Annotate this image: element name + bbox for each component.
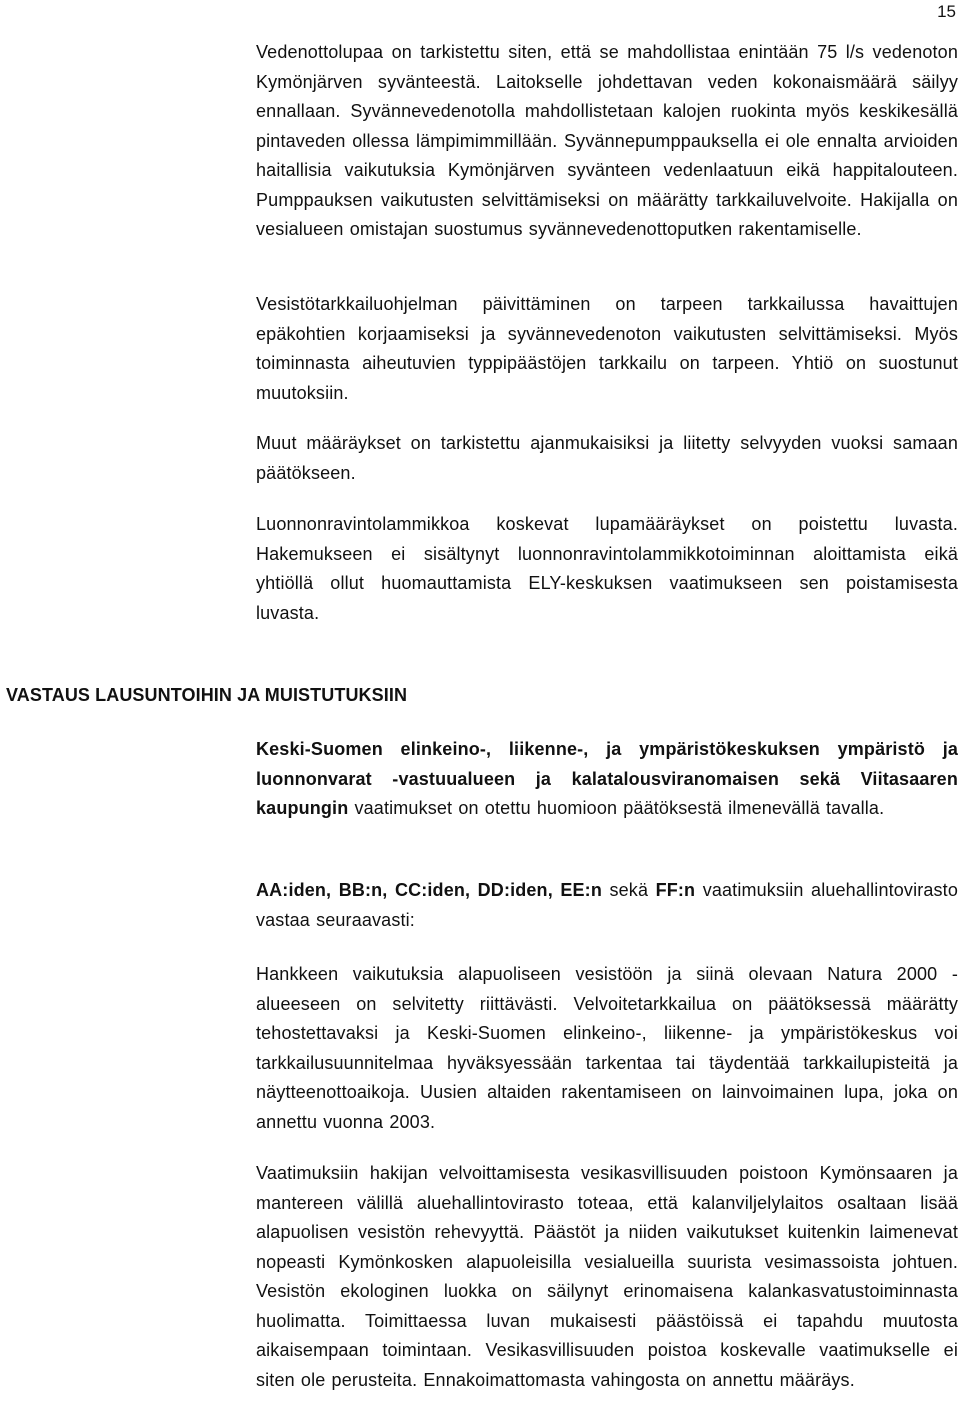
authority-response-text: vaatimukset on otettu huomioon päätöksestä ilmenevällä tavalla. xyxy=(348,798,885,818)
paragraph-water-intake: Vedenottolupaa on tarkistettu siten, että se mahdollistaa enintään 75 l/s vedenoton Kymönjärven syvänteestä. Laitokselle johdettavan veden kokonaismäärä säilyy ennallaan. Syvännevedenotolla mahdollistetaan kalojen ruokinta myös keskikesällä pintaveden ollessa lämpimimmillään. Syvännepumppauksella ei ole ennalta arvioiden haitallisia vaikutuksia Kymönjärven syvänteen vedenlaatuun eikä happitalouteen. Pumppauksen vaikutusten selvittämiseksi on määrätty tarkkailuvelvoite. Hakijalla on vesialueen omistajan suostumus syvännevedenottoputken rakentamiselle. xyxy=(256,42,958,239)
paragraph-impact-assessment: Hankkeen vaikutuksia alapuoliseen vesistöön ja siinä olevaan Natura 2000 -alueeseen on selvitetty riittävästi. Velvoitetarkkailua on päätöksessä määrätty tehostettavaksi ja Keski-Suomen elinkeino-, liikenne- ja ympäristökeskus voi tarkkailusuunnitelmaa hyväksyessään tarkentaa tai täydentää tarkkailupisteitä ja näytteenottoaikoja. Uusien altaiden rakentamiseen on lainvoimainen lupa, joka on annettu vuonna 2003. xyxy=(256,964,958,1132)
page-number: 15 xyxy=(937,2,956,21)
paragraph-objectors-response xyxy=(256,876,958,935)
authorities-bold-text: Keski-Suomen elinkeino-, liikenne-, ja ympäristökeskuksen ympäristö ja luonnonvarat -vastuualueen ja kalatalousviranomaisen sekä Viitasaaren kaupungin xyxy=(256,739,958,818)
objectors-bold-text-1: AA:iden, BB:n, CC:iden, DD:iden, EE:n xyxy=(256,880,602,900)
objectors-bold-text-2: FF:n xyxy=(655,880,696,900)
paragraph-natural-food-pond: Luonnonravintolammikkoa koskevat lupamääräykset on poistettu luvasta. Hakemukseen ei sisältynyt luonnonravintolammikkotoiminnan aloittamista eikä yhtiöllä ollut huomauttamista ELY-keskuksen vaatimukseen sen poistamisesta luvasta. xyxy=(256,514,958,623)
paragraph-vegetation-removal: Vaatimuksiin hakijan velvoittamisesta vesikasvillisuuden poistoon Kymönsaaren ja mantereen välillä aluehallintovirasto toteaa, että kalanviljelylaitos osaltaan lisää alapuolisen vesistön rehevyyttä. Päästöt ja niiden vaikutukset kuitenkin laimenevat nopeasti Kymönkosken alapuoleisilla vesialueilla suurista vesimassoista johtuen. Vesistön ekologinen luokka on säilynyt erinomaisena kalankasvatustoiminnasta huolimatta. Toimittaessa luvan mukaisesti päästöissä ei tapahdu muutosta aikaisempaan toimintaan. Vesikasvillisuuden poistoa koskevalle vaatimukselle ei siten ole perusteita. Ennakoimattomasta vahingosta on annettu määräys. xyxy=(256,1163,958,1390)
section-heading: VASTAUS LAUSUNTOIHIN JA MUISTUTUKSIIN xyxy=(6,685,408,705)
objectors-response-text: vaatimuksiin aluehallintovirasto vastaa seuraavasti: xyxy=(256,880,958,930)
paragraph-monitoring-program: Vesistötarkkailuohjelman päivittäminen on tarpeen tarkkailussa havaittujen epäkohtien korjaamiseksi ja syvännevedenoton vaikutusten selvittämiseksi. Myös toiminnasta aiheutuvien typpipäästöjen tarkkailu on tarpeen. Yhtiö on suostunut muutoksiin. xyxy=(256,294,958,403)
paragraph-other-regulations: Muut määräykset on tarkistettu ajanmukaisiksi ja liitetty selvyyden vuoksi samaan päätökseen. xyxy=(256,433,958,483)
objectors-mid-text: sekä xyxy=(601,880,656,900)
paragraph-authority-response xyxy=(256,735,958,824)
